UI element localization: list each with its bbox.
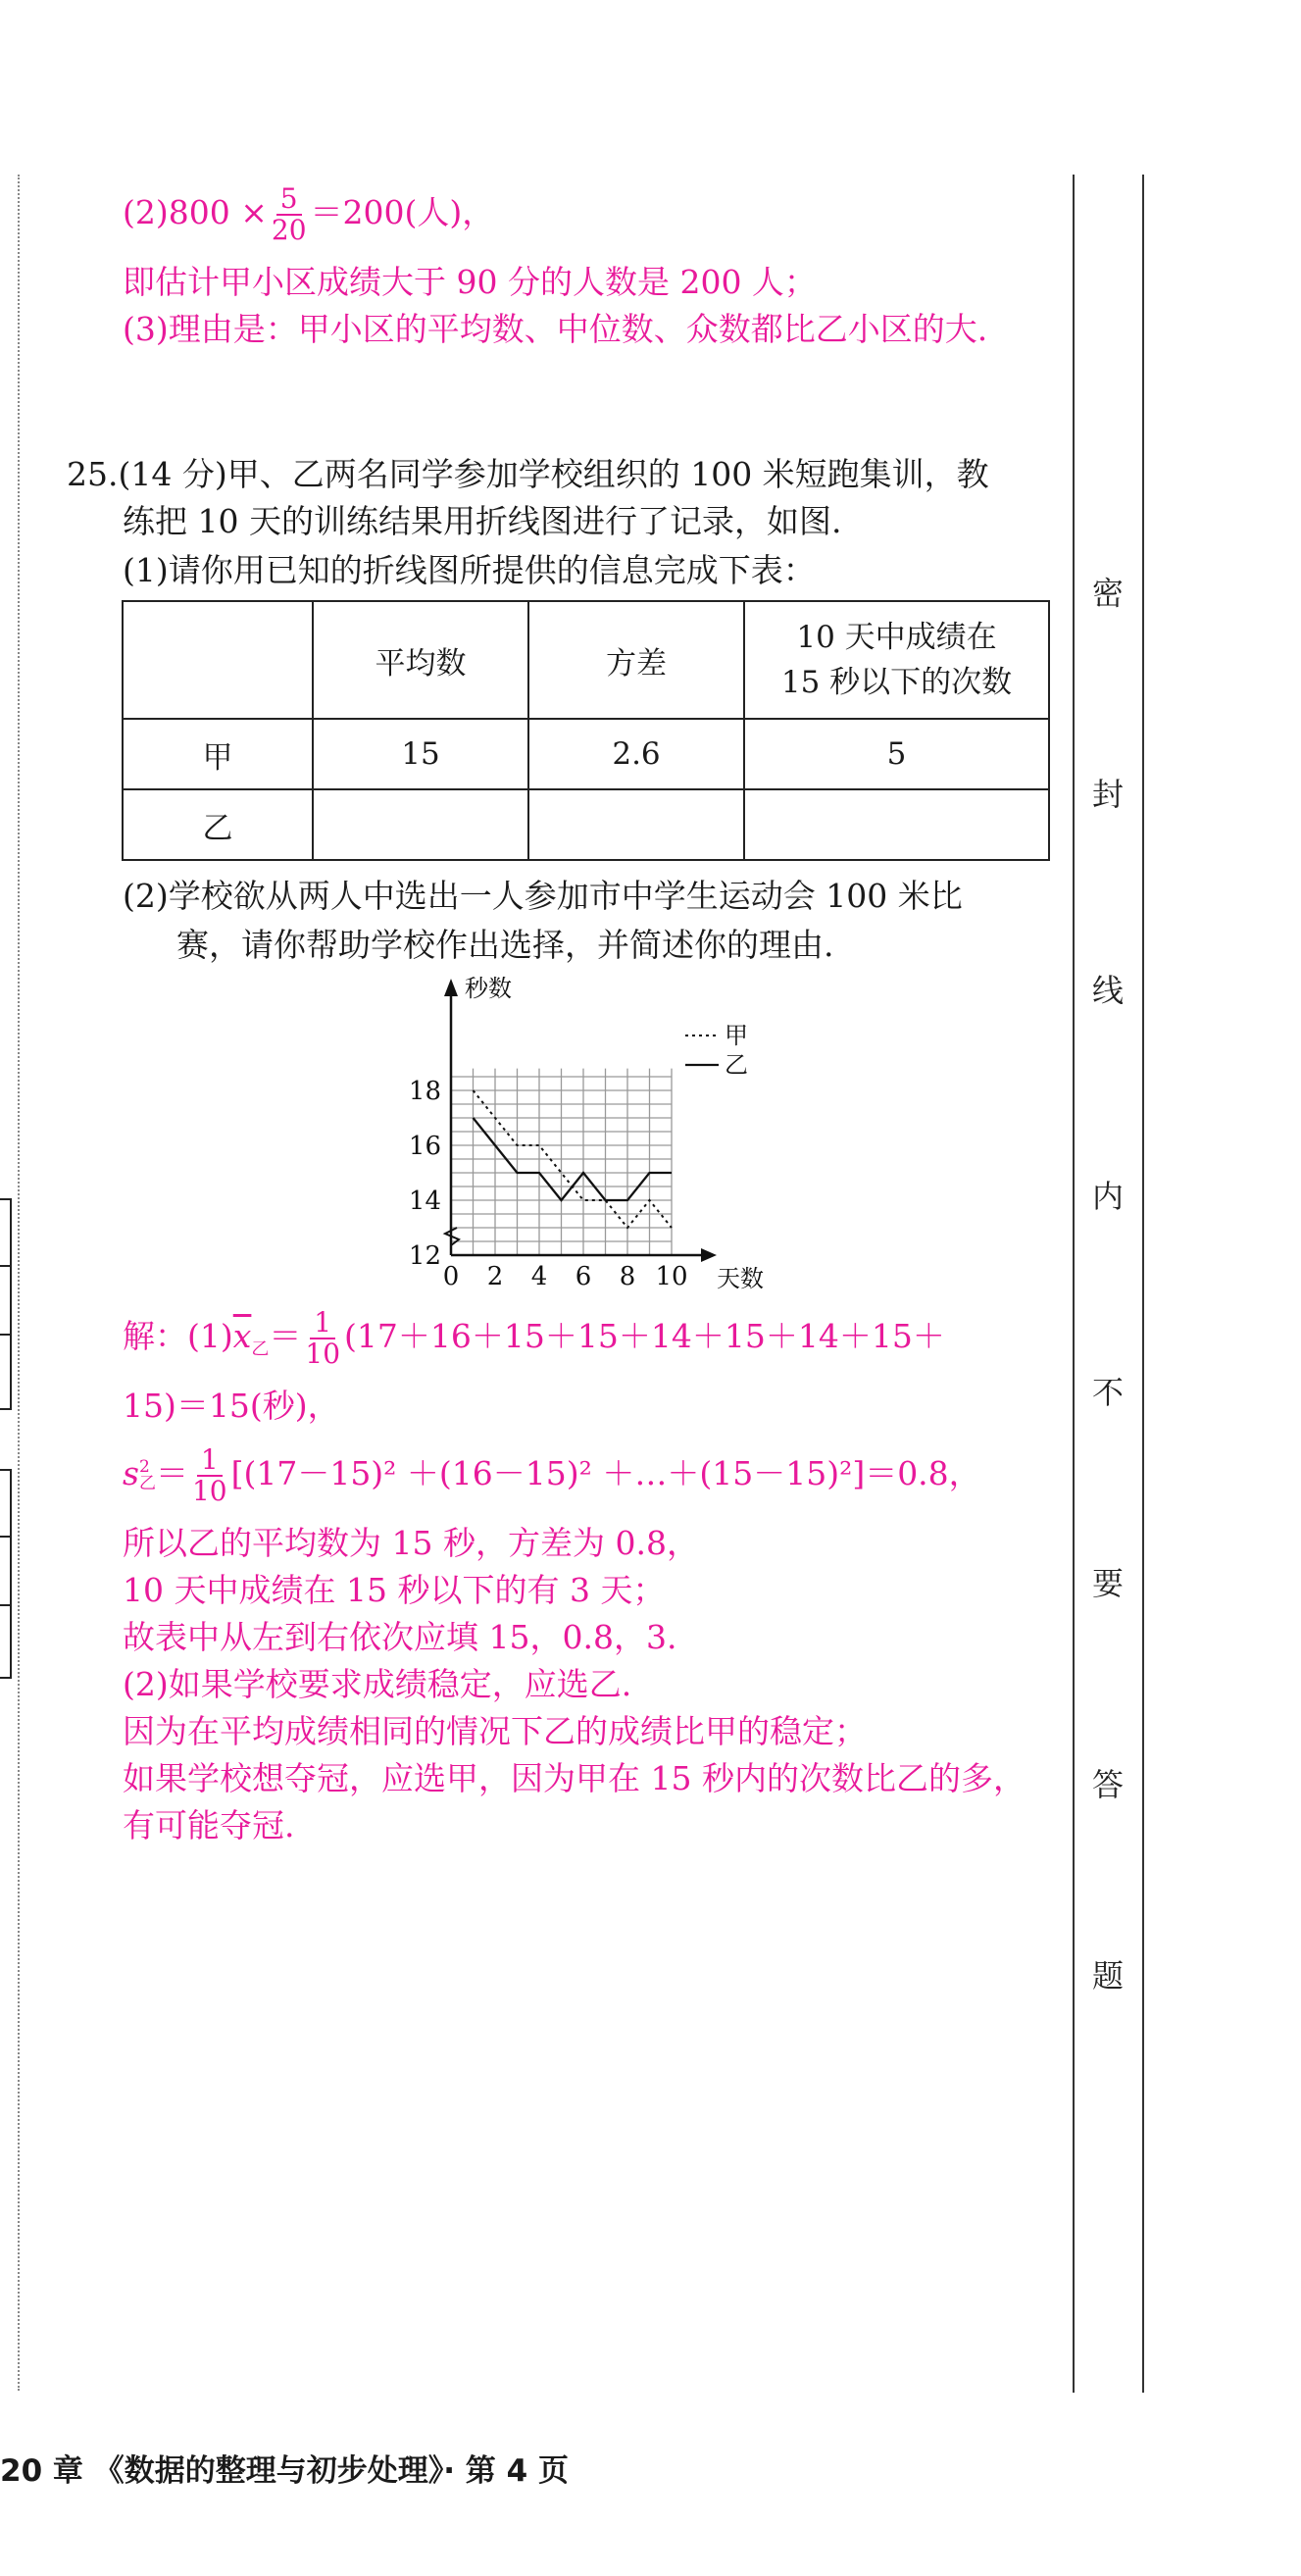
seal-char: 要: [1091, 1565, 1124, 1602]
left-margin-box-2: [0, 1469, 12, 1679]
solution-line9: 如果学校想夺冠，应选甲，因为甲在 15 秒内的次数比乙的多，: [123, 1759, 1026, 1797]
line-chart: [387, 971, 779, 1294]
x-bar-symbol: $\overline{x}$: [232, 1317, 252, 1355]
table-cell: [528, 789, 744, 860]
s-sub-sup: 2 乙: [138, 1457, 156, 1493]
legend-label-jia: 甲: [725, 1022, 748, 1049]
x-tick-label: 0: [442, 1262, 460, 1291]
table-row: [123, 719, 1049, 789]
table-header-cell: 平均数: [313, 601, 528, 719]
solution-line3: s 2 乙 ＝ $\frac{1}{10}$ [(17－15)² ＋(16－15)² ＋…＋(15－15)²]＝0.8，: [123, 1443, 981, 1507]
results-table: [122, 600, 1050, 861]
solution-line10: 有可能夺冠.: [123, 1806, 295, 1844]
right-margin-line-inner: [1073, 175, 1075, 2393]
problem-part2-line1: (2)学校欲从两人中选出一人参加市中学生运动会 100 米比: [123, 877, 963, 915]
seal-char: 内: [1091, 1178, 1124, 1215]
seal-char: 不: [1091, 1374, 1124, 1411]
solution-line7: (2)如果学校要求成绩稳定，应选乙.: [123, 1665, 632, 1703]
right-margin-line-outer: [1142, 175, 1144, 2393]
answer-estimate: 即估计甲小区成绩大于 90 分的人数是 200 人；: [123, 263, 817, 301]
table-row: [123, 789, 1049, 860]
fraction: $\frac{1}{10}$: [191, 1443, 227, 1507]
fraction: $\frac{1}{10}$: [305, 1306, 341, 1370]
solution-line2: 15)＝15(秒)，: [123, 1387, 340, 1425]
table-cell: 甲: [123, 719, 313, 789]
left-margin-box-1-divider: [0, 1334, 10, 1336]
solution-line6: 故表中从左到右依次应填 15，0.8，3.: [123, 1618, 677, 1656]
x-tick-label: 2: [486, 1262, 504, 1291]
solution-line4: 所以乙的平均数为 15 秒，方差为 0.8，: [123, 1524, 699, 1562]
binding-dotted-line: [18, 175, 20, 2391]
solution-line5: 10 天中成绩在 15 秒以下的有 3 天；: [123, 1571, 666, 1609]
left-margin-box-2-divider: [0, 1604, 10, 1606]
left-margin-box-1-divider: [0, 1265, 10, 1267]
legend-label-yi: 乙: [725, 1051, 748, 1079]
table-cell: 乙: [123, 789, 313, 860]
page-footer: 20 章 《数据的整理与初步处理》· 第 4 页: [0, 2453, 569, 2489]
table-cell: [313, 789, 528, 860]
seal-char: 封: [1091, 776, 1124, 813]
x-axis-arrow: [701, 1248, 717, 1262]
table-header-cell: [123, 601, 313, 719]
table-cell: 5: [744, 719, 1049, 789]
y-tick-label: 16: [408, 1132, 441, 1161]
x-tick-label: 8: [619, 1262, 636, 1291]
left-margin-box-2-divider: [0, 1536, 10, 1538]
answer-part2-calc: (2)800 × $\frac{5}{20}$ ＝200(人)，: [123, 182, 495, 246]
table-header-row: [123, 601, 1049, 719]
solution-line8: 因为在平均成绩相同的情况下乙的成绩比甲的稳定；: [123, 1712, 867, 1750]
y-axis-arrow: [444, 979, 458, 996]
x-tick-label: 4: [530, 1262, 548, 1291]
problem-statement-line2: 练把 10 天的训练结果用折线图进行了记录，如图.: [123, 502, 842, 540]
problem-part1: (1)请你用已知的折线图所提供的信息完成下表：: [123, 551, 816, 589]
y-tick-label: 12: [408, 1241, 441, 1271]
table-header-cell: 方差: [528, 601, 744, 719]
left-margin-box-1: [0, 1198, 12, 1410]
answer-part3: (3)理由是：甲小区的平均数、中位数、众数都比乙小区的大.: [123, 310, 988, 348]
seal-char: 线: [1091, 972, 1124, 1009]
table-cell: 2.6: [528, 719, 744, 789]
y-tick-label: 18: [408, 1077, 441, 1106]
problem-statement-line1: 25.(14 分)甲、乙两名同学参加学校组织的 100 米短跑集训，教: [67, 455, 989, 493]
x-tick-label: 10: [655, 1262, 688, 1291]
solution-line1: 解：$(1)\overline{x}_乙=$ $\frac{1}{10}$ (17＋16＋15＋15＋14＋15＋14＋15＋: [123, 1306, 945, 1370]
s-symbol: s: [123, 1454, 139, 1492]
y-axis-label: 秒数: [465, 975, 512, 1002]
fraction: $\frac{5}{20}$: [271, 182, 307, 246]
problem-part2-line2: 赛，请你帮助学校作出选择，并简述你的理由.: [176, 926, 834, 964]
x-tick-label: 6: [575, 1262, 592, 1291]
table-cell: 15: [313, 719, 528, 789]
x-axis-label: 天数: [717, 1265, 764, 1292]
seal-char: 题: [1091, 1957, 1124, 1995]
y-tick-label: 14: [408, 1187, 441, 1216]
table-header-cell: 10 天中成绩在 15 秒以下的次数: [744, 601, 1049, 719]
seal-char: 答: [1091, 1766, 1124, 1803]
seal-char: 密: [1091, 575, 1124, 612]
table-cell: [744, 789, 1049, 860]
